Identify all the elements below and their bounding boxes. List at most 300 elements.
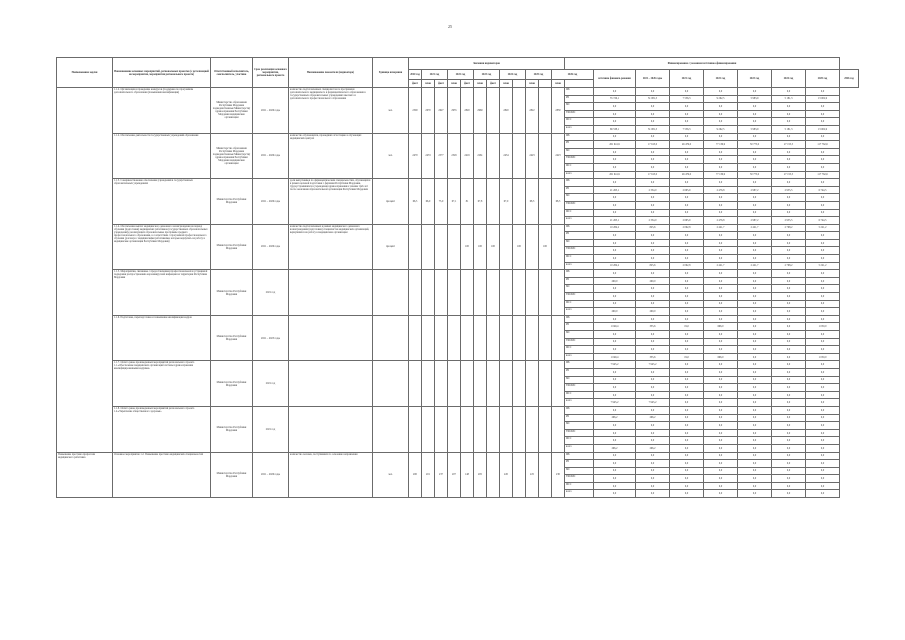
funding-source: РБ	[565, 232, 594, 240]
funding-value: 0,0	[738, 323, 772, 331]
funding-value: 296,2	[636, 414, 670, 422]
funding-value: 0,0	[670, 452, 704, 460]
funding-source: РБ	[565, 414, 594, 422]
header-year: 2022 год	[448, 70, 474, 80]
indicator-value	[487, 452, 500, 498]
indicator-value	[552, 315, 565, 361]
funding-value: 9 262,5	[704, 95, 738, 103]
funding-value: 0,0	[594, 368, 636, 376]
funding-source: ТФОМС	[565, 475, 594, 483]
unit-cell	[373, 361, 409, 407]
funding-value: 0,0	[704, 437, 738, 445]
funding-value: 0,0	[806, 277, 840, 285]
header-plan: план	[500, 80, 513, 88]
funding-value: 290,0	[594, 308, 636, 316]
indicator-value	[435, 315, 448, 361]
funding-value: 290,0	[594, 277, 636, 285]
funding-value: 21 263,1	[594, 186, 636, 194]
funding-value: 0,0	[738, 331, 772, 339]
indicator-value: 2820	[500, 88, 513, 134]
funding-value: 0,0	[670, 156, 704, 164]
table-row	[57, 452, 859, 460]
indicator-value: 68,3	[526, 179, 539, 225]
unit-cell: чел.	[373, 133, 409, 179]
funding-value: 0,0	[738, 422, 772, 430]
funding-value: 0,0	[594, 285, 636, 293]
indicator-value: 67,0	[500, 179, 513, 225]
funding-value: 0,0	[704, 103, 738, 111]
funding-value: 2 695,9	[670, 217, 704, 225]
funding-value: 0,0	[772, 103, 806, 111]
funding-value: 2 476,8	[704, 217, 738, 225]
funding-value: 0,0	[594, 88, 636, 96]
funding-value: 0,0	[670, 88, 704, 96]
funding-value: 5 221,2	[806, 224, 840, 232]
header-plan: план	[422, 80, 435, 88]
funding-value: 0,0	[704, 194, 738, 202]
funding-value: 290,0	[636, 308, 670, 316]
funding-source: ФБ	[565, 179, 594, 187]
funding-value: 0,0	[738, 490, 772, 498]
indicator-value: 67,1	[448, 179, 461, 225]
funding-value: 0,0	[670, 406, 704, 414]
funding-value: 10 284,2	[594, 224, 636, 232]
funding-value: 0,0	[738, 300, 772, 308]
funding-source: МС	[565, 376, 594, 384]
funding-value: 0,0	[704, 414, 738, 422]
funding-value: 2 354,0	[636, 186, 670, 194]
indicator-value	[422, 315, 435, 361]
indicator-value	[461, 406, 474, 452]
header-fact: факт	[487, 80, 500, 88]
indicator-value	[526, 315, 539, 361]
funding-value: 0,0	[738, 270, 772, 278]
funding-source: ФБ	[565, 315, 594, 323]
indicator-value	[526, 270, 539, 316]
funding-value: 0,0	[594, 482, 636, 490]
indicator-value	[539, 179, 552, 225]
indicator-value	[539, 406, 552, 452]
funding-value: 0,0	[772, 391, 806, 399]
header-fact	[539, 80, 552, 88]
indicator-value: 2830	[552, 88, 565, 134]
unit-cell: процент	[373, 224, 409, 270]
indicator-value	[500, 406, 513, 452]
funding-value: 261 941,9	[594, 141, 636, 149]
deadline-cell: 2021 год	[253, 406, 289, 452]
indicator-value: 200	[409, 452, 422, 498]
funding-value: 0,0	[670, 179, 704, 187]
indicator-value	[526, 406, 539, 452]
funding-value: 0,0	[594, 437, 636, 445]
funding-value: 0,0	[594, 300, 636, 308]
table-header	[57, 58, 859, 88]
funding-value: 0,0	[704, 201, 738, 209]
funding-value: 6 744,5	[806, 217, 840, 225]
funding-value: 0,0	[594, 384, 636, 392]
funding-value: 0,0	[704, 368, 738, 376]
funding-value: 0,0	[772, 118, 806, 126]
header-source: источник финанси-рования	[594, 70, 636, 88]
funding-value: 5 181,3	[772, 95, 806, 103]
header-fin-year: 2024 год	[772, 70, 806, 88]
deadline-cell: 2021 – 2026 годы	[253, 224, 289, 270]
indicator-value: 2300	[409, 88, 422, 134]
indicator-cell	[289, 270, 373, 316]
measure-cell: 1.1.2. Организация и проведение конкурсов (поддержка по программам дополнительного образования (повышения квалификации)	[113, 88, 211, 134]
funding-value: 0,0	[594, 247, 636, 255]
funding-value: 335,6	[636, 353, 670, 361]
indicator-cell	[289, 361, 373, 407]
funding-source: ТФОМС	[565, 429, 594, 437]
executor-cell: Министерство образования Республики Мордовия подведомственные Министерству здравоохранения Республики Мордовия медицинские организации	[211, 133, 253, 179]
funding-value: 0,0	[636, 422, 670, 430]
funding-value: 0,0	[594, 391, 636, 399]
funding-value: 0,0	[738, 384, 772, 392]
header-year: 2024 год	[500, 70, 526, 80]
funding-value: 50 775,0	[738, 141, 772, 149]
funding-value: 0,0	[636, 460, 670, 468]
indicator-value: 2454	[500, 133, 513, 179]
funding-value: 0,0	[772, 163, 806, 171]
funding-value: 0,0	[704, 452, 738, 460]
header-indicator: Наименование показателя (индикатора)	[289, 58, 373, 88]
funding-value: 0,0	[594, 406, 636, 414]
funding-value: 0,0	[636, 467, 670, 475]
funding-source: РБ	[565, 323, 594, 331]
indicator-value: 237	[435, 452, 448, 498]
funding-value: 0,0	[772, 452, 806, 460]
funding-value: 696,0	[704, 353, 738, 361]
funding-value: 0,0	[772, 384, 806, 392]
indicator-value: 201	[422, 452, 435, 498]
indicator-value	[435, 361, 448, 407]
funding-value: 0,0	[772, 156, 806, 164]
funding-value: 0,0	[738, 118, 772, 126]
funding-value: 0,0	[806, 163, 840, 171]
funding-value: 0,0	[670, 315, 704, 323]
funding-source: всего	[565, 171, 594, 179]
funding-value: 0,0	[704, 133, 738, 141]
funding-source: ФСС	[565, 209, 594, 217]
funding-value: 0,0	[772, 475, 806, 483]
funding-source: ФБ	[565, 224, 594, 232]
funding-value: 0,0	[772, 293, 806, 301]
measure-cell: 1.1.6. Подготовка, переподготовка и повышение квалификации кадров	[113, 315, 211, 361]
indicator-value: 148	[461, 452, 474, 498]
funding-source: РБ	[565, 141, 594, 149]
funding-source: ТФОМС	[565, 247, 594, 255]
funding-value: 0,0	[806, 293, 840, 301]
funding-value: 0,0	[670, 285, 704, 293]
funding-value: 0,0	[738, 156, 772, 164]
header-fact	[513, 80, 526, 88]
funding-value: 46 479,0	[670, 141, 704, 149]
funding-value: 0,0	[772, 133, 806, 141]
indicator-value: 2419	[461, 133, 474, 179]
funding-value: 0,0	[670, 368, 704, 376]
funding-value: 0,0	[670, 467, 704, 475]
funding-value: 0,0	[806, 88, 840, 96]
indicator-value	[435, 224, 448, 270]
funding-value: 0,0	[806, 331, 840, 339]
indicator-value: 2960	[474, 88, 487, 134]
funding-value: 2 476,8	[704, 186, 738, 194]
funding-value: 0,0	[636, 103, 670, 111]
funding-value: 0,0	[636, 300, 670, 308]
funding-value: 296,2	[594, 414, 636, 422]
funding-value: 290,0	[636, 277, 670, 285]
indicator-value	[409, 224, 422, 270]
funding-value: 0,0	[772, 346, 806, 354]
funding-value: 0,0	[704, 482, 738, 490]
funding-value: 0,0	[670, 444, 704, 452]
unit-cell: чел.	[373, 452, 409, 498]
funding-value: 335,6	[636, 323, 670, 331]
funding-value: 35 726,1	[594, 95, 636, 103]
header-fin-year: 2026 год	[840, 70, 859, 88]
indicator-value	[513, 88, 526, 134]
indicator-value: 220	[500, 452, 513, 498]
funding-value: 0,0	[806, 148, 840, 156]
funding-value: 0,0	[738, 406, 772, 414]
funding-value: 0,0	[806, 490, 840, 498]
header-plan: план	[448, 80, 461, 88]
indicator-value: 66,0	[422, 179, 435, 225]
funding-value: 0,0	[738, 103, 772, 111]
unit-cell: чел.	[373, 88, 409, 134]
funding-value: 5 983,9	[738, 125, 772, 133]
indicator-value	[422, 270, 435, 316]
indicator-value	[461, 270, 474, 316]
funding-value: 0,0	[704, 467, 738, 475]
funding-value: 0,0	[670, 414, 704, 422]
funding-value: 0,0	[636, 437, 670, 445]
funding-value: 10 284,2	[594, 262, 636, 270]
funding-value: 0,0	[704, 179, 738, 187]
header-fin-year: 2023 год	[738, 70, 772, 88]
header-plan: план	[474, 80, 487, 88]
funding-value: 0,0	[738, 444, 772, 452]
funding-value: 0,0	[806, 118, 840, 126]
funding-value: 0,0	[772, 247, 806, 255]
unit-cell	[373, 270, 409, 316]
funding-value: 0,0	[704, 338, 738, 346]
executor-cell: Министерство Республики Мордовия	[211, 452, 253, 498]
indicator-value	[500, 224, 513, 270]
indicator-value: 2627	[435, 88, 448, 134]
funding-value: 0,0	[806, 429, 840, 437]
indicator-value	[487, 406, 500, 452]
funding-value: 0,0	[594, 460, 636, 468]
indicator-value: 100	[487, 224, 500, 270]
funding-value: 0,0	[806, 444, 840, 452]
funding-value: 0,0	[806, 247, 840, 255]
funding-value: 0,0	[704, 110, 738, 118]
unit-cell: процент	[373, 179, 409, 225]
measure-cell: 1.1.3. Совершенствование обеспечения учреждений в государственных образовательных учреждениях	[113, 179, 211, 225]
header-year: 2020 год	[409, 70, 422, 80]
indicator-value	[487, 361, 500, 407]
funding-value: 0,0	[806, 399, 840, 407]
indicator-value	[487, 315, 500, 361]
header-unit: Единица измерения	[373, 58, 409, 88]
funding-value: 0,0	[738, 429, 772, 437]
funding-value: 0,0	[772, 277, 806, 285]
funding-value: 825,6	[636, 262, 670, 270]
funding-value: 0,0	[670, 482, 704, 490]
funding-value: 0,0	[670, 277, 704, 285]
header-financing: Финансирование с указанием источника финансирования	[565, 58, 840, 70]
funding-value: 0,0	[738, 482, 772, 490]
funding-value: 0,0	[704, 293, 738, 301]
header-fact: факт	[435, 80, 448, 88]
deadline-cell: 2021 – 2026 годы	[253, 133, 289, 179]
funding-value: 0,0	[738, 452, 772, 460]
funding-value: 0,0	[772, 308, 806, 316]
unit-cell	[373, 406, 409, 452]
funding-value: 0,0	[806, 414, 840, 422]
funding-value: 117 762,6	[806, 171, 840, 179]
funding-value: 0,0	[806, 460, 840, 468]
funding-value: 0,0	[806, 475, 840, 483]
indicator-value	[422, 361, 435, 407]
funding-value: 0,0	[670, 110, 704, 118]
funding-value: 0,0	[772, 467, 806, 475]
table-row	[57, 224, 859, 232]
executor-cell: Министерство Республики Мордовия	[211, 406, 253, 452]
funding-value: 6 744,5	[806, 186, 840, 194]
funding-value: 0,0	[636, 346, 670, 354]
funding-value: 2 987,2	[738, 186, 772, 194]
funding-value: 0,0	[594, 110, 636, 118]
funding-value: 0,0	[636, 482, 670, 490]
indicator-cell: количество обучающихся, прошедших аттестацию в обучающих медицинских центрах	[289, 133, 373, 179]
measure-cell: 1.1.2. Обеспечение деятельности государственных учреждений образования	[113, 133, 211, 179]
indicator-value	[409, 361, 422, 407]
indicator-value: 100	[539, 224, 552, 270]
funding-value: 0,0	[636, 209, 670, 217]
funding-source: МС	[565, 103, 594, 111]
funding-value: 0,0	[594, 179, 636, 187]
funding-value: 0,0	[738, 361, 772, 369]
funding-value: 0,0	[704, 270, 738, 278]
funding-value: 696,0	[704, 323, 738, 331]
funding-value: 0,0	[772, 361, 806, 369]
indicator-value	[552, 224, 565, 270]
funding-value: 2 798,2	[772, 224, 806, 232]
funding-source: ФСС	[565, 346, 594, 354]
indicator-value	[422, 224, 435, 270]
funding-value: 1 050,0	[806, 323, 840, 331]
funding-value: 0,0	[738, 285, 772, 293]
funding-value: 0,0	[738, 315, 772, 323]
funding-value: 0,0	[636, 429, 670, 437]
funding-source: ФБ	[565, 88, 594, 96]
funding-source: всего	[565, 308, 594, 316]
funding-value: 0,0	[704, 277, 738, 285]
funding-source: ТФОМС	[565, 156, 594, 164]
funding-source: ФБ	[565, 361, 594, 369]
funding-source: ФСС	[565, 118, 594, 126]
funding-value: 0,0	[704, 490, 738, 498]
funding-value: 0,0	[738, 201, 772, 209]
funding-value: 0,0	[772, 429, 806, 437]
indicator-value: 2955	[448, 88, 461, 134]
funding-value: 0,0	[636, 133, 670, 141]
funding-value: 0,0	[594, 255, 636, 263]
indicator-value: 2822	[526, 88, 539, 134]
table-row	[57, 133, 859, 141]
funding-source: всего	[565, 125, 594, 133]
indicator-value	[461, 315, 474, 361]
funding-value: 0,0	[594, 331, 636, 339]
funding-value: 0,0	[670, 163, 704, 171]
indicator-value: 225	[526, 452, 539, 498]
funding-source: ТФОМС	[565, 110, 594, 118]
header-fin-year: 2021 год	[670, 70, 704, 88]
indicator-value: 205	[474, 452, 487, 498]
funding-value: 0,0	[772, 406, 806, 414]
header-plan: план	[552, 80, 565, 88]
funding-value: 0,0	[772, 460, 806, 468]
funding-value: 0,0	[738, 376, 772, 384]
funding-value: 0,0	[806, 194, 840, 202]
funding-value: 0,0	[704, 391, 738, 399]
funding-source: ФСС	[565, 482, 594, 490]
indicator-value	[526, 361, 539, 407]
funding-value: 0,0	[594, 156, 636, 164]
funding-source: ФБ	[565, 270, 594, 278]
funding-value: 0,0	[636, 232, 670, 240]
funding-value: 0,0	[636, 110, 670, 118]
funding-value: 0,0	[704, 444, 738, 452]
funding-value: 0,0	[636, 179, 670, 187]
indicator-value	[539, 133, 552, 179]
deadline-cell: 2021 – 2026 годы	[253, 88, 289, 134]
funding-value: 0,0	[772, 255, 806, 263]
funding-value: 0,0	[594, 209, 636, 217]
header-executor: Ответственный исполнитель, соисполнитель, участник	[211, 58, 253, 88]
funding-source: ФСС	[565, 255, 594, 263]
funding-value: 0,0	[670, 255, 704, 263]
funding-value: 0,0	[704, 346, 738, 354]
indicator-value	[513, 133, 526, 179]
funding-source: всего	[565, 444, 594, 452]
measure-cell: 1.1.5. Мероприятия, связанные с предоставлением профессиональной и устранимой поддержки распространению коронавирусной инфекции на территории Республики Мордовия	[113, 270, 211, 316]
funding-value: 0,0	[738, 247, 772, 255]
funding-value: 0,0	[806, 368, 840, 376]
funding-value: 0,0	[738, 277, 772, 285]
indicator-value	[409, 270, 422, 316]
funding-value: 0,0	[594, 239, 636, 247]
funding-value: 0,0	[704, 331, 738, 339]
funding-source: РБ	[565, 368, 594, 376]
funding-source: ФБ	[565, 133, 594, 141]
funding-value: 0,0	[806, 482, 840, 490]
funding-value: 19,0	[670, 353, 704, 361]
indicator-value	[448, 270, 461, 316]
funding-value: 46 479,0	[670, 171, 704, 179]
indicator-value	[474, 361, 487, 407]
measure-cell: 1.1.8. Оплата ранее произведенных мероприятий регионального проекта 1.4.«Укрепление общественного здоровья»	[113, 406, 211, 452]
funding-value: 0,0	[806, 255, 840, 263]
funding-value: 296,2	[594, 444, 636, 452]
executor-cell: Министерство Республики Мордовия	[211, 315, 253, 361]
deadline-cell: 2021 – 2026 годы	[253, 452, 289, 498]
funding-value: 0,0	[670, 437, 704, 445]
funding-value: 0,0	[738, 460, 772, 468]
